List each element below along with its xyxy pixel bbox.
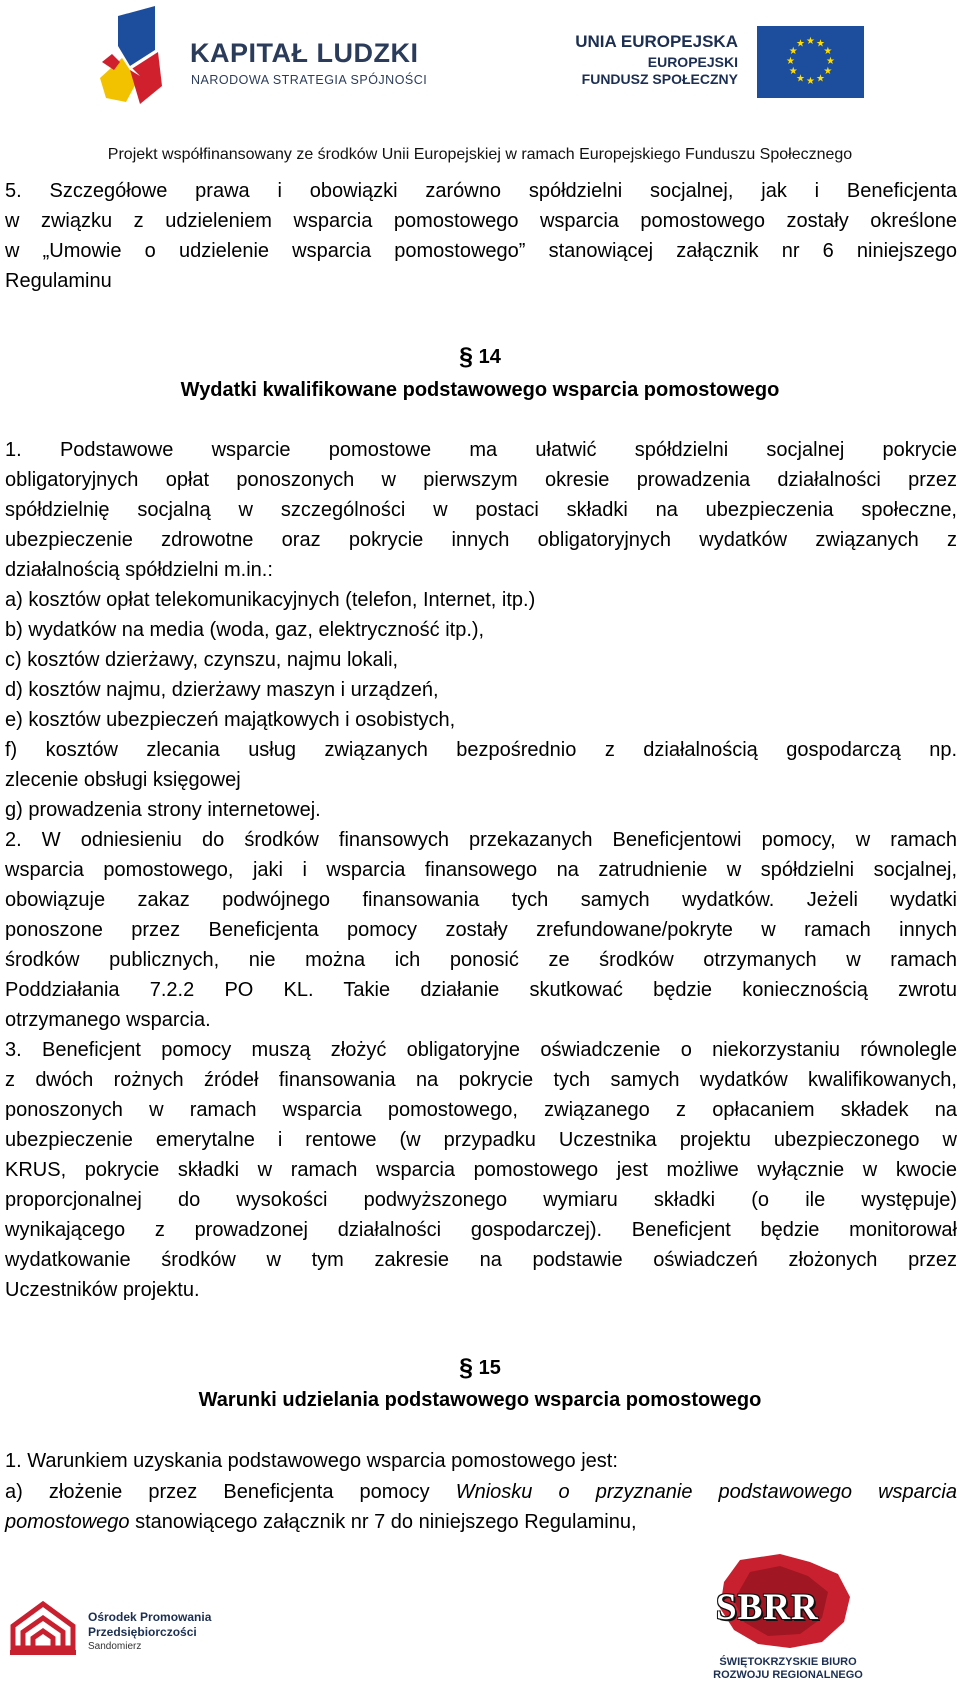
p5-line-3: w „Umowie o udzielenie wsparcia pomostowego” stanowiącej załącznik nr 6 niniejszego <box>5 240 957 262</box>
s14-item-c: c) kosztów dzierżawy, czynszu, najmu lokali, <box>5 649 399 671</box>
s14-p3-line-7: wynikającego z prowadzonej działalności gospodarczej). Beneficjent będzie monitorował <box>5 1219 957 1241</box>
s15-p1: 1. Warunkiem uzyskania podstawowego wsparcia pomostowego jest: <box>5 1450 618 1472</box>
s14-p3-line-8: wydatkowanie środków w tym zakresie na podstawie oświadczeń złożonych przez <box>5 1249 957 1271</box>
svg-text:★: ★ <box>826 56 835 67</box>
svg-text:★: ★ <box>823 66 833 77</box>
eu-logo-line-1: UNIA EUROPEJSKA <box>575 32 738 51</box>
svg-text:★: ★ <box>806 36 815 47</box>
svg-text:★: ★ <box>796 73 805 85</box>
section-15-heading: Warunki udzielania podstawowego wsparcia pomostowego <box>198 1389 762 1411</box>
s14-p1-line-2: obligatoryjnych opłat ponoszonych w pierwszym okresie prowadzenia działalności przez <box>5 469 957 491</box>
s14-p2-line-7: otrzymanego wsparcia. <box>5 1009 211 1031</box>
s15-item-a-italic: Wniosku o przyznanie podstawowego wsparcia <box>455 1481 957 1503</box>
s14-p3-line-2: z dwóch rożnych źródeł finansowania na pokrycie tych samych wydatków kwalifikowanych, <box>5 1069 957 1091</box>
svg-text:★: ★ <box>806 76 815 87</box>
s14-p2-line-2: wsparcia pomostowego, jaki i wsparcia finansowego na zatrudnienie w spółdzielni socjalnej, <box>5 859 957 881</box>
s14-item-d: d) kosztów najmu, dzierżawy maszyn i urządzeń, <box>5 679 439 701</box>
opp-logo-icon <box>8 1590 78 1660</box>
svg-text:★: ★ <box>796 38 805 50</box>
eu-flag-icon <box>757 26 864 98</box>
opp-city: Sandomierz <box>88 1641 142 1652</box>
eu-logo-line-2: EUROPEJSKI <box>647 54 738 70</box>
paragraph-sign: § <box>459 343 474 371</box>
s15-item-a-line-2 <box>5 1507 957 1537</box>
s14-p2-line-6: Poddziałania 7.2.2 PO KL. Takie działanie skutkować będzie koniecznością zwrotu <box>5 979 957 1001</box>
s14-item-e: e) kosztów ubezpieczeń majątkowych i osobistych, <box>5 709 456 731</box>
s15-item-a-prefix: a) złożenie przez Beneficjenta pomocy <box>5 1481 430 1503</box>
sbrr-name-line-2: ROZWOJU REGIONALNEGO <box>713 1669 863 1681</box>
s14-item-g: g) prowadzenia strony internetowej. <box>5 799 321 821</box>
section-15-num: 15 <box>478 1357 501 1379</box>
svg-text:★: ★ <box>788 46 798 57</box>
s14-p3-line-4: ubezpieczenie emerytalne i rentowe (w przypadku Uczestnika projektu ubezpieczonego w <box>5 1129 957 1151</box>
svg-text:★: ★ <box>816 73 825 85</box>
s14-p3-line-1: 3. Beneficjent pomocy muszą złożyć obligatoryjne oświadczenie o niekorzystaniu równolegle <box>5 1039 957 1061</box>
cofinancing-note: Projekt współfinansowany ze środków Unii Europejskiej w ramach Europejskiego Funduszu Społecznego <box>107 146 853 163</box>
s14-p2-line-1: 2. W odniesieniu do środków finansowych przekazanych Beneficjentowi pomocy, w ramach <box>5 829 957 851</box>
s14-p3-line-9: Uczestników projektu. <box>5 1279 200 1301</box>
opp-name-line-1: Ośrodek Promowania <box>88 1610 212 1624</box>
svg-text:★: ★ <box>823 46 833 57</box>
s14-p1-line-3: spółdzielnię socjalną w szczególności w postaci składki na ubezpieczenia społeczne, <box>5 499 957 521</box>
paragraph-sign: § <box>459 1354 474 1382</box>
sbrr-logo-text: SBRR <box>716 1587 819 1628</box>
section-15-number <box>0 1353 960 1383</box>
svg-text:★: ★ <box>786 56 795 67</box>
s14-p2-line-4: ponoszone przez Beneficjenta pomocy zostały zrefundowane/pokryte w ramach innych <box>5 919 957 941</box>
s14-item-f-cont: zlecenie obsługi księgowej <box>5 769 241 791</box>
section-14-heading: Wydatki kwalifikowane podstawowego wsparcia pomostowego <box>180 379 780 401</box>
s14-p3-line-3: ponoszonych w ramach wsparcia pomostowego, związanego z opłacaniem składek na <box>5 1099 957 1121</box>
opp-name-line-2: Przedsiębiorczości <box>88 1625 197 1639</box>
s15-item-a-italic-cont: pomostowego <box>5 1511 130 1533</box>
p5-line-2: w związku z udzieleniem wsparcia pomostowego wsparcia pomostowego zostały określone <box>5 210 957 232</box>
kapital-ludzki-title: KAPITAŁ LUDZKI <box>190 38 419 68</box>
s15-item-a-suffix: stanowiącego załącznik nr 7 do niniejszego Regulaminu, <box>135 1511 637 1533</box>
p5-line-1: 5. Szczegółowe prawa i obowiązki zarówno spółdzielni socjalnej, jak i Beneficjenta <box>5 180 957 202</box>
kapital-ludzki-subtitle: NARODOWA STRATEGIA SPÓJNOŚCI <box>191 73 428 87</box>
svg-text:★: ★ <box>788 66 798 77</box>
s14-item-b: b) wydatków na media (woda, gaz, elektryczność itp.), <box>5 619 485 641</box>
s14-p2-line-3: obowiązuje zakaz podwójnego finansowania tych samych wydatków. Jeżeli wydatki <box>5 889 957 911</box>
s14-p1-line-5: działalnością spółdzielni m.in.: <box>5 559 273 581</box>
s14-p1-line-4: ubezpieczenie zdrowotne oraz pokrycie innych obligatoryjnych wydatków związanych z <box>5 529 957 551</box>
section-14-num: 14 <box>478 346 501 368</box>
s14-p3-line-6: proporcjonalnej do wysokości podwyższonego wymiaru składki (o ile występuje) <box>5 1189 957 1211</box>
p5-line-4: Regulaminu <box>5 270 112 292</box>
eu-logo-line-3: FUNDUSZ SPOŁECZNY <box>581 71 738 87</box>
sbrr-name-line-1: ŚWIĘTOKRZYSKIE BIURO <box>719 1656 857 1668</box>
s15-item-a-line-1 <box>5 1477 957 1507</box>
s14-p3-line-5: KRUS, pokrycie składki w ramach wsparcia pomostowego jest możliwe wyłącznie w kwocie <box>5 1159 957 1181</box>
s14-item-a: a) kosztów opłat telekomunikacyjnych (telefon, Internet, itp.) <box>5 589 536 611</box>
section-14-number <box>0 342 960 372</box>
s14-p2-line-5: środków publicznych, nie można ich ponosić ze środków otrzymanych w ramach <box>5 949 957 971</box>
s14-item-f: f) kosztów zlecania usług związanych bezpośrednio z działalnością gospodarczą np. <box>5 739 957 761</box>
svg-text:★: ★ <box>816 38 825 50</box>
s14-p1-line-1: 1. Podstawowe wsparcie pomostowe ma ułatwić spółdzielni socjalnej pokrycie <box>5 439 957 461</box>
